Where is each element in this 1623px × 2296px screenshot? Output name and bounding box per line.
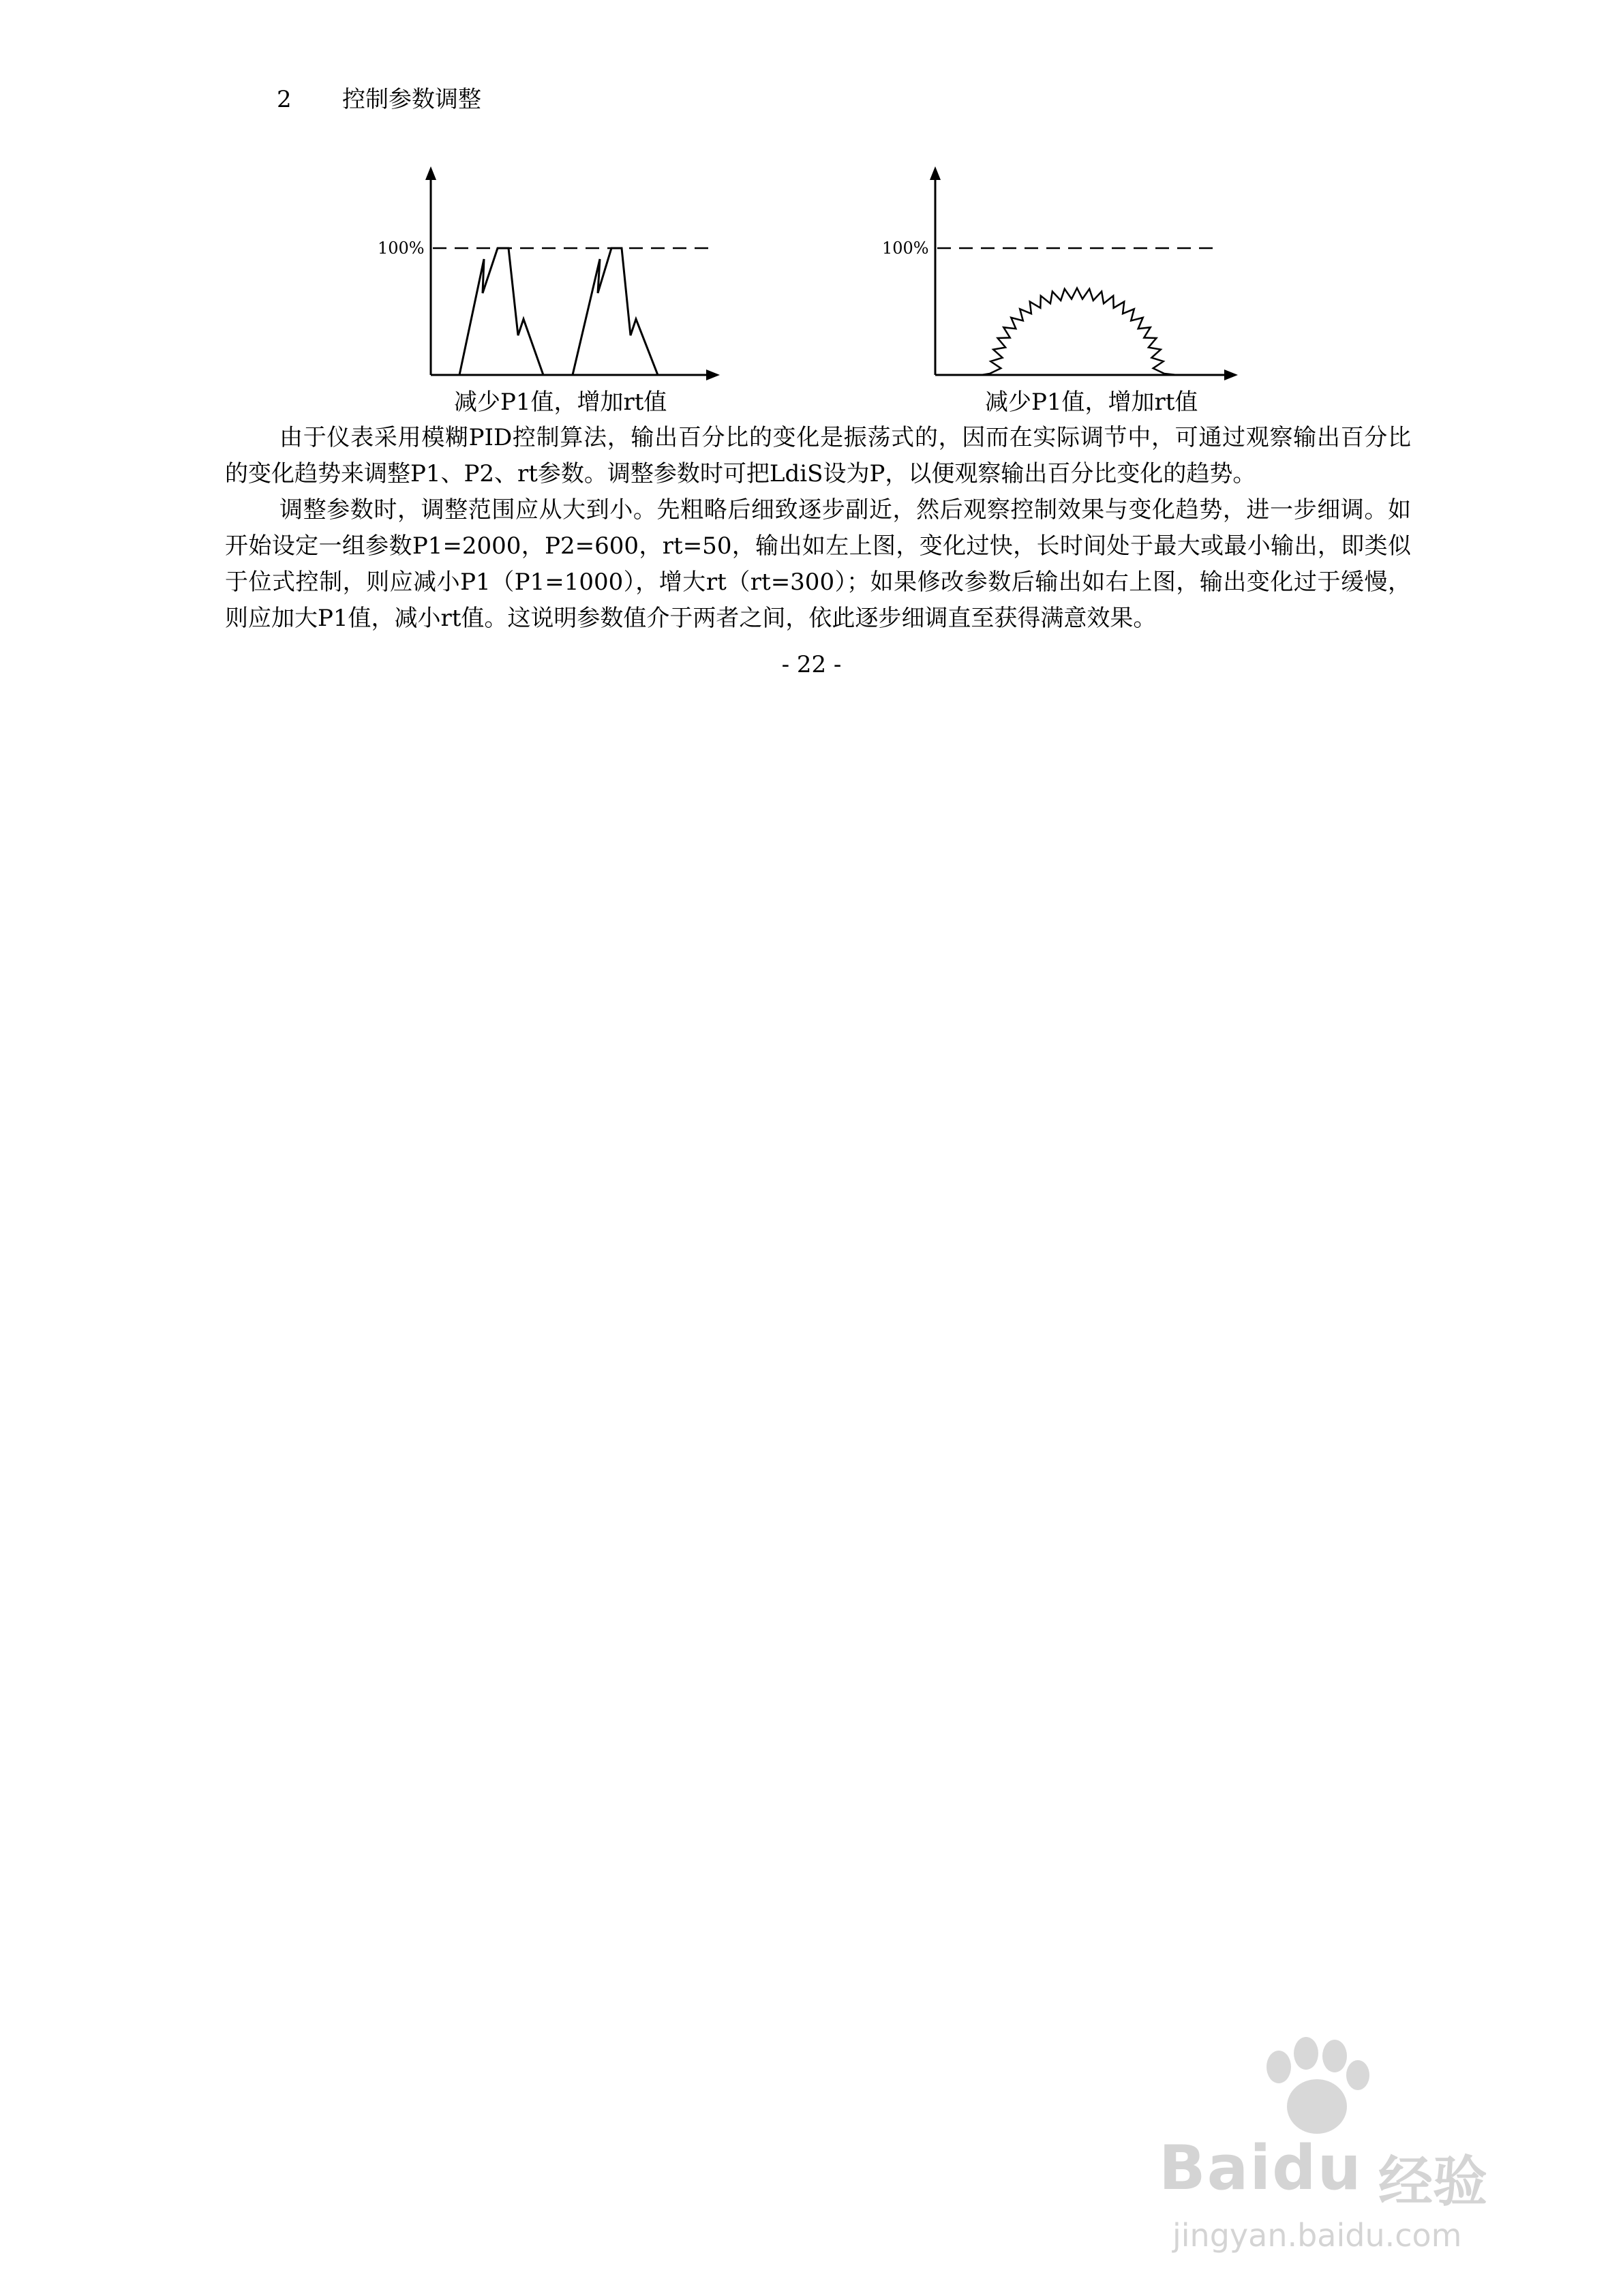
- output-trace-pulse-1: [459, 248, 543, 375]
- output-trace-sawtooth-arc: [982, 288, 1177, 375]
- paragraph-2: 调整参数时，调整范围应从大到小。先粗略后细致逐步副近，然后观察控制效果与变化趋势，进一步细调。如开始设定一组参数P1=2000，P2=600，rt=50，输出如左上图，变化过快，长时间处于最大或最小输出，即类似于位式控制，则应减小P1（P1=1000），增大rt（rt=300）；如果修改参数后输出如右上图，输出变化过于缓慢，则应加大P1值，减小rt值。这说明参数值介于两者之间，依此逐步细调直至获得满意效果。: [225, 496, 1411, 632]
- figure-right: [873, 157, 1241, 402]
- y-axis-arrow-icon: [425, 166, 436, 180]
- figure-left-graph: [368, 157, 723, 402]
- figure-left-caption: 减少P1值，增加rt值: [454, 389, 667, 416]
- y-label-100: 100%: [882, 239, 929, 258]
- y-axis-arrow-icon: [930, 166, 941, 180]
- paragraph-1: 由于仪表采用模糊PID控制算法，输出百分比的变化是振荡式的，因而在实际调节中，可通过观察输出百分比的变化趋势来调整P1、P2、rt参数。调整参数时可把LdiS设为P，以便观察输出百分比变化的趋势。: [225, 424, 1411, 487]
- figure-left: [368, 157, 723, 402]
- figure-right-graph: [873, 157, 1241, 402]
- y-label-100: 100%: [378, 239, 425, 258]
- section-heading: [277, 80, 481, 114]
- section-number: 2: [277, 86, 292, 113]
- watermark-brand-cn: 经验: [1378, 2150, 1487, 2214]
- output-trace-pulse-2: [573, 248, 658, 375]
- watermark-brand: Baidu: [1159, 2132, 1363, 2204]
- section-title: 控制参数调整: [342, 86, 481, 113]
- x-axis-arrow-icon: [706, 369, 720, 380]
- body-text: [225, 420, 1411, 637]
- figure-right-caption: 减少P1值，增加rt值: [985, 389, 1198, 416]
- baidu-jingyan-watermark: [1159, 2004, 1541, 2277]
- watermark-url: jingyan.baidu.com: [1172, 2217, 1462, 2254]
- page-number: - 22 -: [781, 651, 842, 678]
- x-axis-arrow-icon: [1224, 369, 1238, 380]
